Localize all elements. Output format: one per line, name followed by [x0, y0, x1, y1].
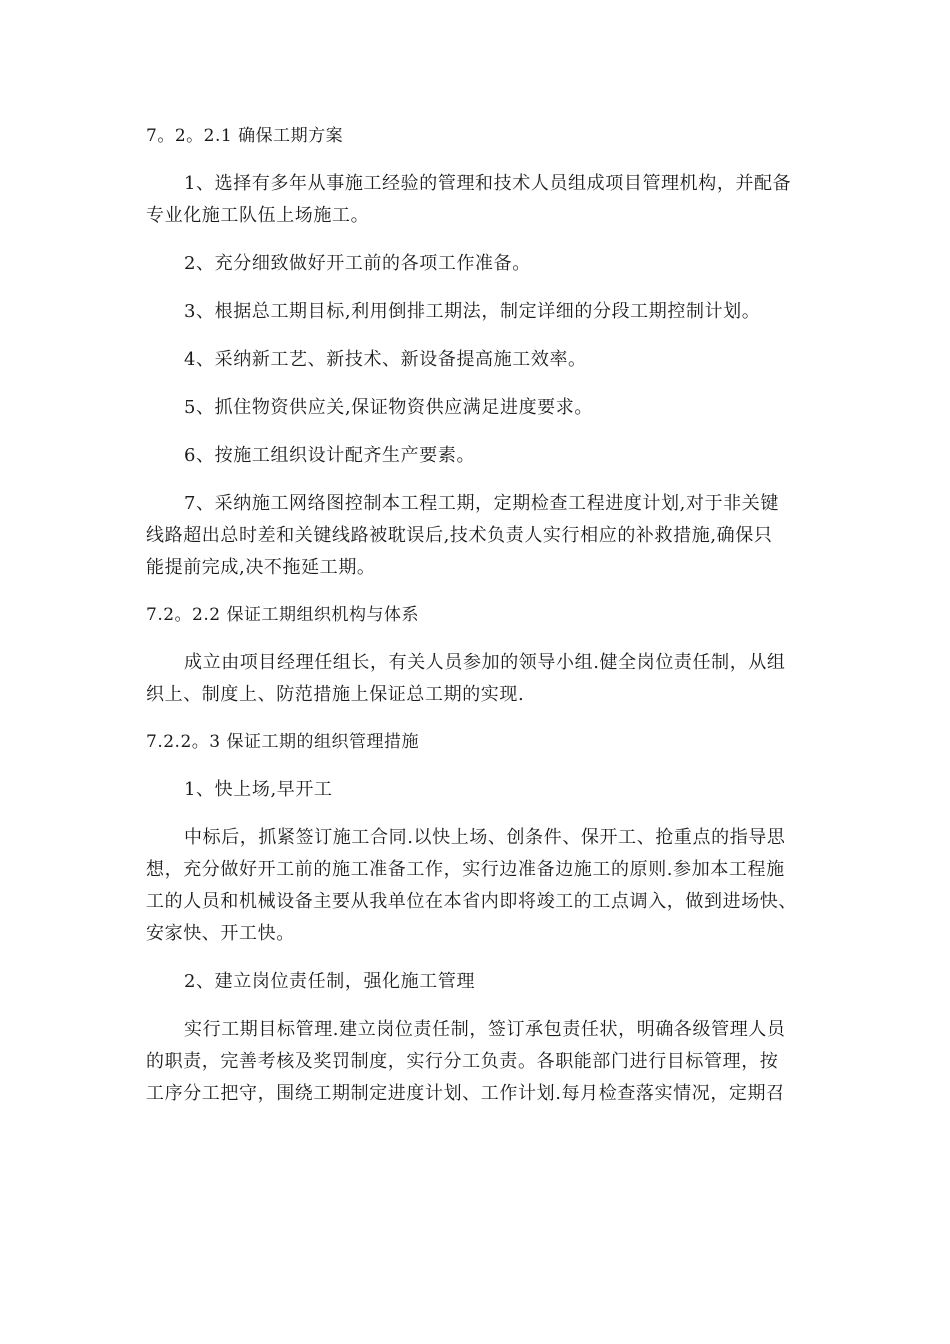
paragraph-line: 工序分工把守，围绕工期制定进度计划、工作计划.每月检查落实情况，定期召 [146, 1083, 785, 1104]
paragraph-line: 3、根据总工期目标,利用倒排工期法，制定详细的分段工期控制计划。 [184, 301, 761, 322]
paragraph-line: 能提前完成,决不拖延工期。 [146, 557, 376, 578]
paragraph-line: 2、建立岗位责任制，强化施工管理 [184, 971, 476, 992]
paragraph-line: 1、快上场,早开工 [184, 779, 333, 800]
paragraph-line: 1、选择有多年从事施工经验的管理和技术人员组成项目管理机构，并配备 [184, 173, 792, 194]
paragraph-line: 5、抓住物资供应关,保证物资供应满足进度要求。 [184, 397, 593, 418]
paragraph [146, 296, 814, 328]
section-heading: 7。2。2.1 确保工期方案 [146, 126, 344, 146]
section-heading: 7.2.2。3 保证工期的组织管理措施 [146, 732, 419, 752]
paragraph [146, 168, 814, 232]
paragraph [146, 774, 814, 806]
paragraph [146, 440, 814, 472]
paragraph-line: 实行工期目标管理.建立岗位责任制，签订承包责任状，明确各级管理人员 [184, 1019, 786, 1040]
paragraph-line: 中标后，抓紧签订施工合同.以快上场、创条件、保开工、抢重点的指导思 [184, 827, 786, 848]
paragraph-line: 的职责，完善考核及奖罚制度，实行分工负责。各职能部门进行目标管理，按 [146, 1051, 779, 1072]
paragraph-line: 线路超出总时差和关键线路被耽误后,技术负责人实行相应的补救措施,确保只 [146, 525, 773, 546]
paragraph-line: 6、按施工组织设计配齐生产要素。 [184, 445, 476, 466]
paragraph-line: 专业化施工队伍上场施工。 [146, 205, 370, 226]
document-body [146, 121, 814, 1126]
paragraph-line: 安家快、开工快。 [146, 923, 295, 944]
paragraph-line: 织上、制度上、防范措施上保证总工期的实现. [146, 684, 525, 705]
paragraph [146, 392, 814, 424]
paragraph [146, 966, 814, 998]
paragraph-line: 7、采纳施工网络图控制本工程工期，定期检查工程进度计划,对于非关键 [184, 493, 779, 514]
paragraph [146, 248, 814, 280]
paragraph [146, 344, 814, 376]
paragraph [146, 647, 814, 711]
paragraph-line: 成立由项目经理任组长，有关人员参加的领导小组.健全岗位责任制，从组 [184, 652, 786, 673]
paragraph-line: 想，充分做好开工前的施工准备工作，实行边准备边施工的原则.参加本工程施 [146, 859, 785, 880]
paragraph-line: 2、充分细致做好开工前的各项工作准备。 [184, 253, 531, 274]
paragraph [146, 1014, 814, 1110]
section-heading: 7.2。2.2 保证工期组织机构与体系 [146, 605, 419, 625]
paragraph [146, 822, 814, 950]
paragraph [146, 488, 814, 584]
paragraph-line: 工的人员和机械设备主要从我单位在本省内即将竣工的工点调入，做到进场快、 [146, 891, 797, 912]
paragraph-line: 4、采纳新工艺、新技术、新设备提高施工效率。 [184, 349, 587, 370]
